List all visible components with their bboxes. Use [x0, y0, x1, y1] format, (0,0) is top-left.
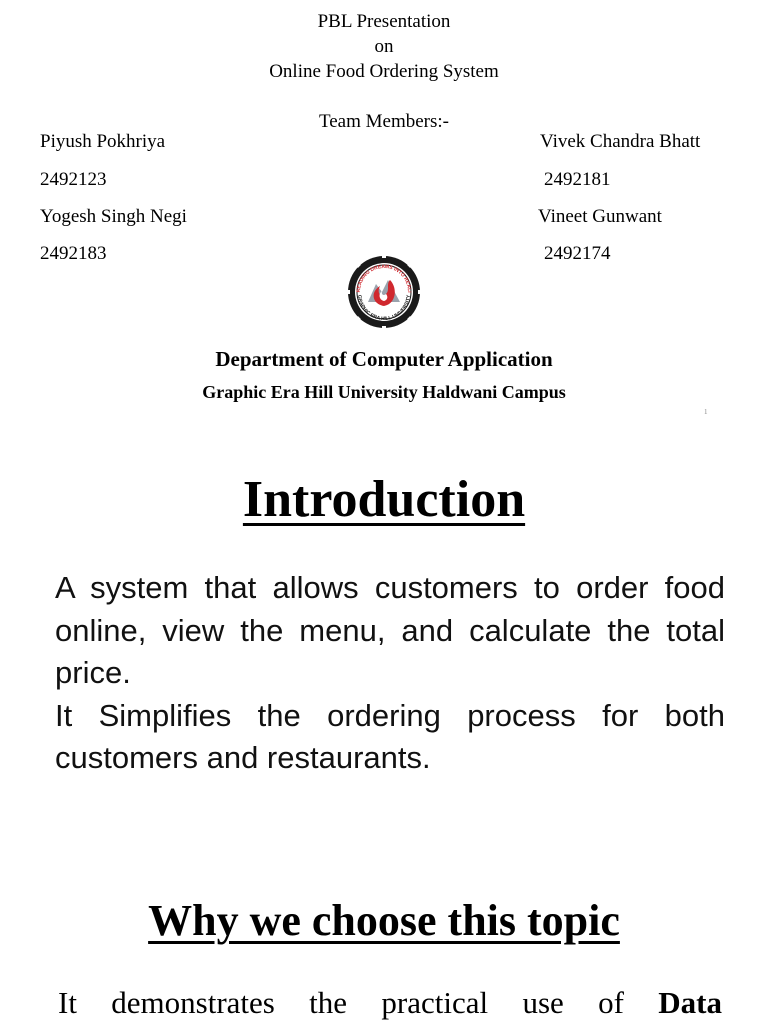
why-bold-text: Data — [658, 985, 722, 1020]
university-logo — [346, 254, 422, 330]
member-name: Vivek Chandra Bhatt — [540, 131, 701, 152]
department-name: Department of Computer Application — [215, 347, 553, 371]
presentation-label: PBL Presentation — [317, 11, 451, 32]
university-name: Graphic Era Hill University Haldwani Campus — [202, 382, 566, 402]
member-name: Piyush Pokhriya — [40, 131, 166, 152]
why-heading: Why we choose this topic — [148, 896, 620, 945]
member-name: Yogesh Singh Negi — [40, 206, 187, 227]
introduction-heading: Introduction — [242, 471, 526, 528]
svg-text:GRAPHIC ERA HILL UNIVERSITY: GRAPHIC ERA HILL UNIVERSITY — [355, 294, 413, 323]
member-name: Vineet Gunwant — [538, 206, 662, 227]
member-id: 2492181 — [544, 169, 611, 190]
introduction-paragraph: It Simplifies the ordering process for both customers and restaurants. — [55, 697, 725, 775]
page-number: 1 — [704, 408, 708, 416]
introduction-paragraph: A system that allows customers to order food online, view the menu, and calculate the total price. — [55, 570, 725, 690]
svg-text:SPREADING DREAMS INTO REALITY: READING DREAMS INTO REALI — [355, 263, 413, 293]
member-id: 2492174 — [544, 243, 611, 264]
member-id: 2492123 — [40, 169, 107, 190]
why-text: It demonstrates the practical use of — [58, 985, 624, 1020]
team-members-heading: Team Members:- — [318, 111, 450, 132]
introduction-body — [55, 567, 725, 780]
presentation-on: on — [374, 36, 394, 57]
member-id: 2492183 — [40, 243, 107, 264]
project-title: Online Food Ordering System — [269, 61, 499, 82]
why-body — [58, 985, 722, 1021]
